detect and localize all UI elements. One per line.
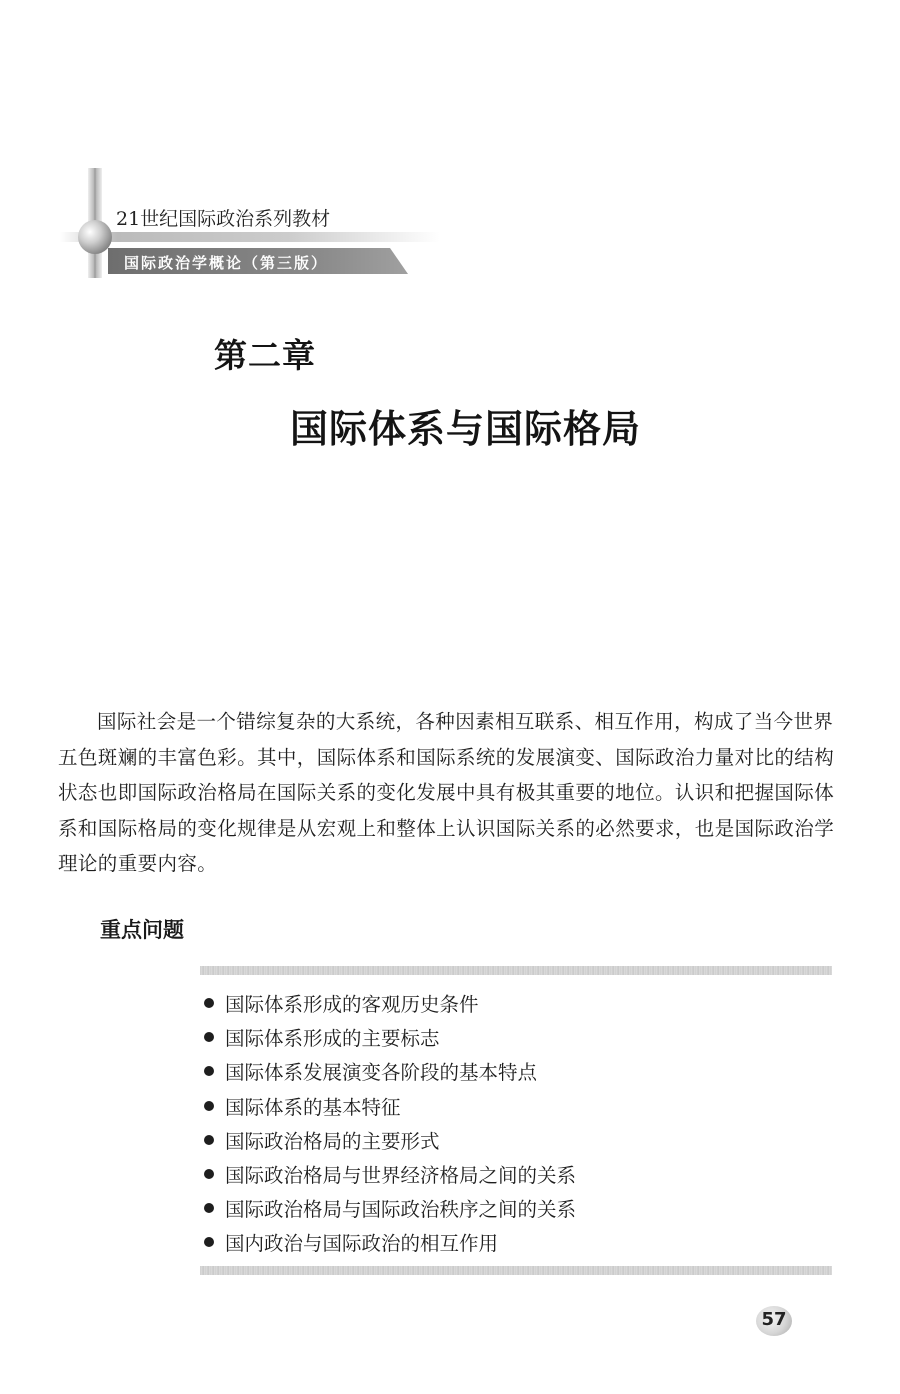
list-item [204,1123,576,1157]
bullet-icon [204,1135,214,1145]
book-title: 国际政治学概论（第三版） [124,254,329,272]
header-sphere-icon [78,220,112,254]
key-points-bottom-rule [200,1266,832,1275]
list-item-text: 国际政治格局与世界经济格局之间的关系 [225,1164,577,1188]
bullet-icon [204,1203,214,1213]
list-item [204,1020,576,1054]
list-item [204,986,576,1020]
page-number: 57 [761,1309,787,1330]
key-points-list [204,986,576,1260]
bullet-icon [204,1066,214,1076]
list-item [204,1157,576,1191]
list-item [204,1054,576,1088]
list-item [204,1225,576,1259]
key-points-heading: 重点问题 [100,918,184,942]
bullet-icon [204,998,214,1008]
list-item [204,1191,576,1225]
chapter-title: 国际体系与国际格局 [290,407,642,451]
list-item-text: 国际体系形成的客观历史条件 [225,993,479,1017]
header-decoration-horizontal-line [60,232,440,242]
list-item-text: 国际体系发展演变各阶段的基本特点 [225,1061,538,1085]
running-header [0,160,480,290]
key-points-top-rule [200,966,832,975]
bullet-icon [204,1032,214,1042]
list-item-text: 国际政治格局的主要形式 [225,1129,440,1153]
list-item-text: 国际体系的基本特征 [225,1095,401,1119]
bullet-icon [204,1101,214,1111]
chapter-label: 第二章 [214,336,316,375]
bullet-icon [204,1169,214,1179]
bullet-icon [204,1237,214,1247]
intro-paragraph: 国际社会是一个错综复杂的大系统，各种因素相互联系、相互作用，构成了当今世界五色斑斓的丰富色彩。其中，国际体系和国际系统的发展演变、国际政治力量对比的结构状态也即国际政治格局在国际关系的变化发展中具有极其重要的地位。认识和把握国际体系和国际格局的变化规律是从宏观上和整体上认识国际关系的必然要求，也是国际政治学理论的重要内容。 [58,710,835,875]
list-item-text: 国际体系形成的主要标志 [225,1027,440,1051]
list-item-text: 国内政治与国际政治的相互作用 [225,1232,499,1256]
list-item [204,1089,576,1123]
series-title: 21世纪国际政治系列教材 [116,208,331,230]
list-item-text: 国际政治格局与国际政治秩序之间的关系 [225,1198,577,1222]
